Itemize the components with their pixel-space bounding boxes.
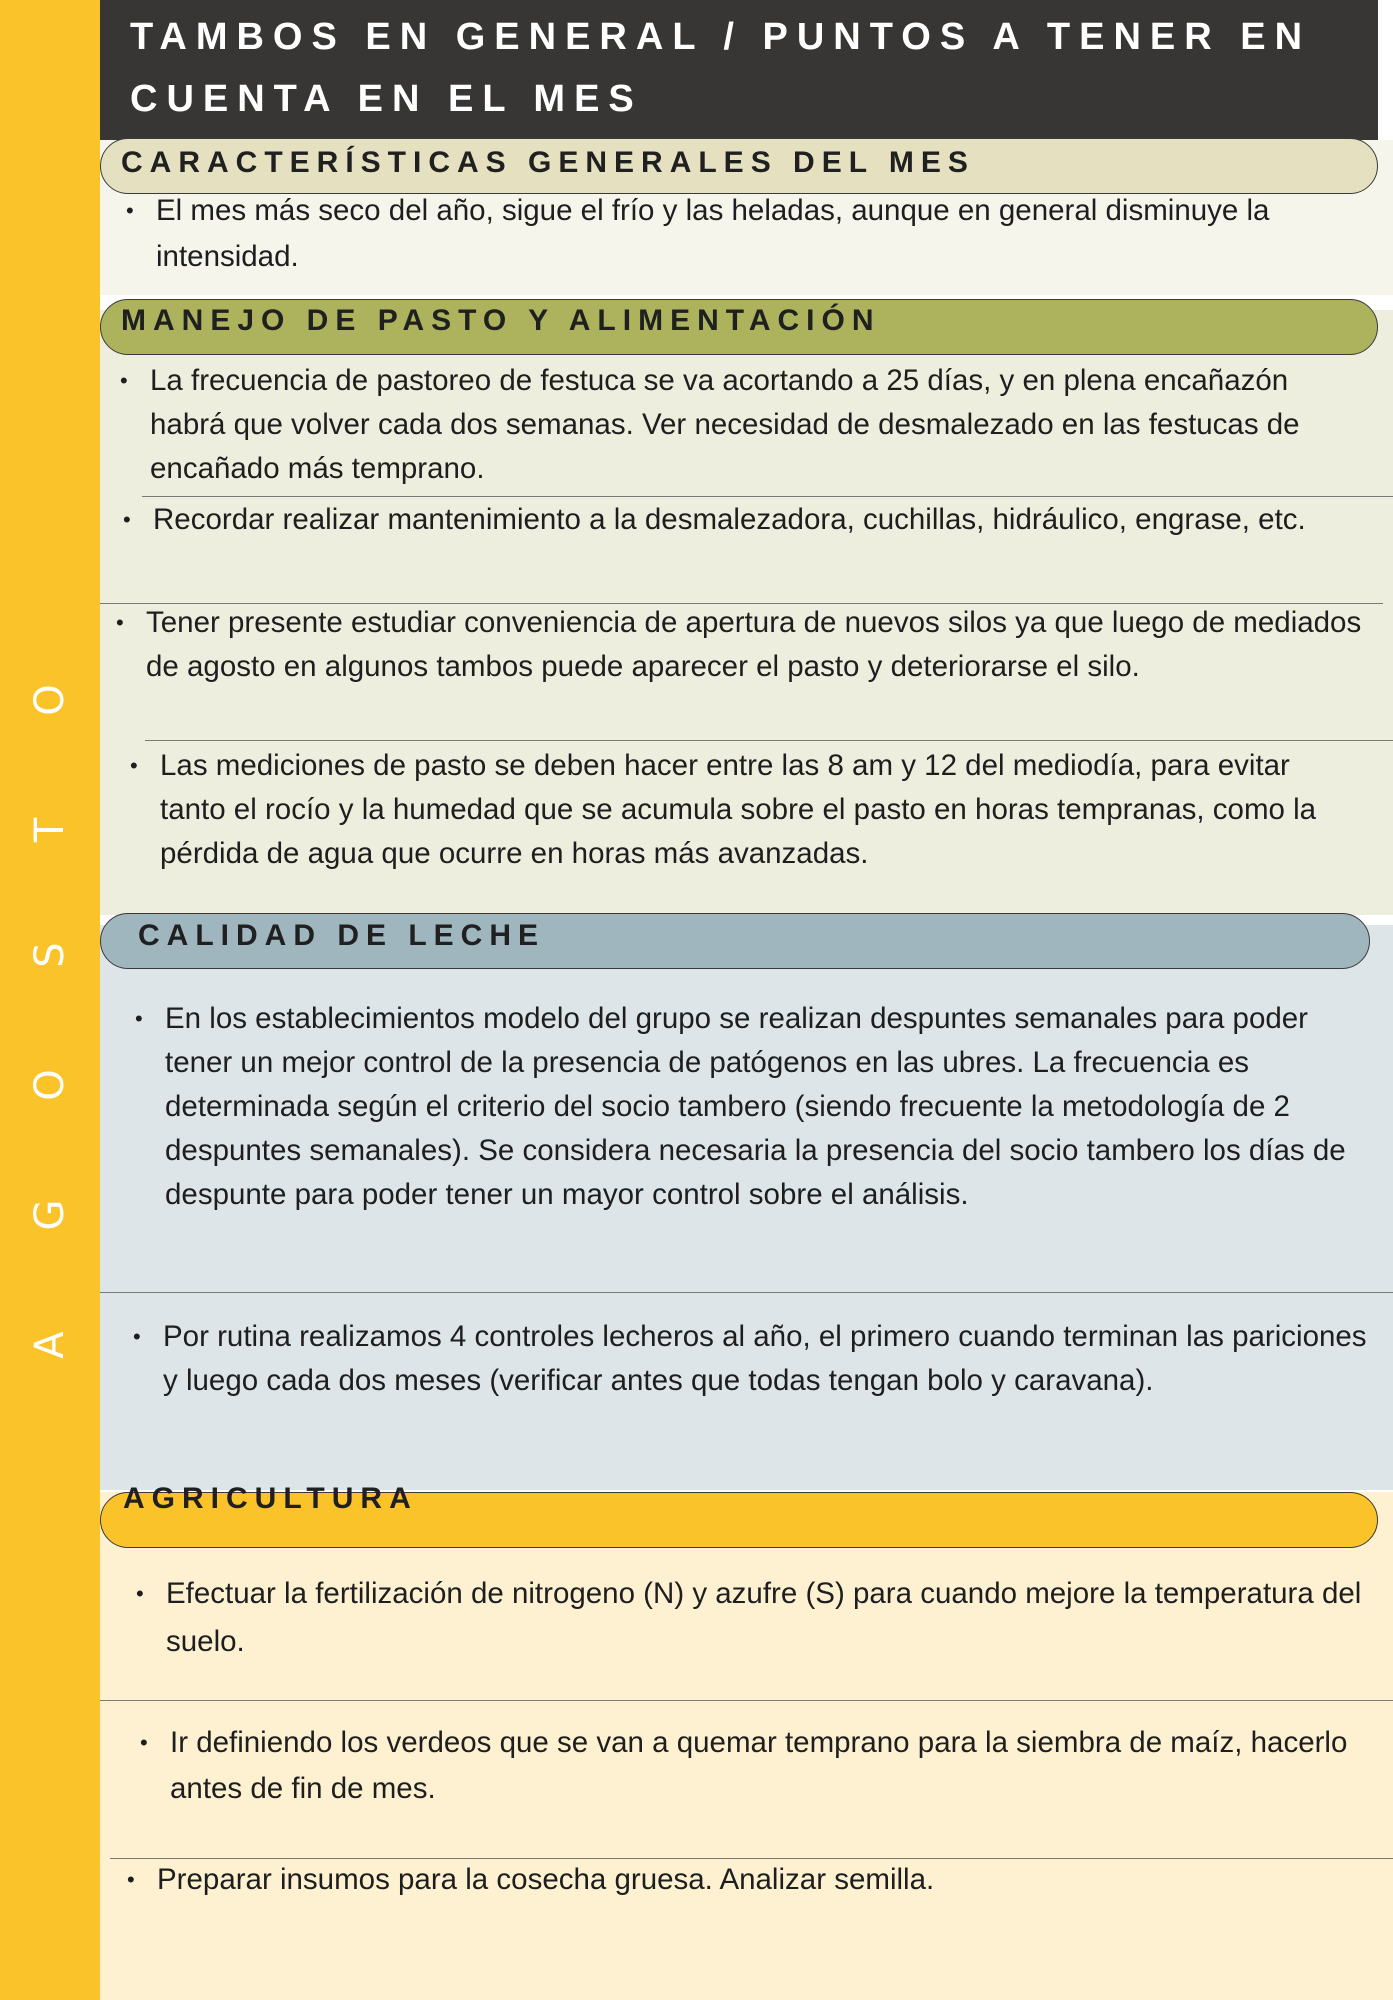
leche-item-2 xyxy=(133,1315,1368,1403)
divider xyxy=(145,740,1393,741)
leche-section-title: CALIDAD DE LECHE xyxy=(138,919,546,952)
divider xyxy=(100,1700,1393,1701)
bullet-icon: • xyxy=(133,1324,141,1349)
bullet-icon: • xyxy=(127,1867,135,1892)
agricultura-item-1 xyxy=(136,1570,1366,1666)
bullet-icon: • xyxy=(116,610,124,635)
agricultura-section-header xyxy=(100,1482,1378,1548)
pasto-item-2-text: Recordar realizar mantenimiento a la desmalezadora, cuchillas, hidráulico, engrase, etc. xyxy=(153,503,1306,536)
agricultura-item-1-text: Efectuar la fertilización de nitrogeno (N) y azufre (S) para cuando mejore la temperatura del suelo. xyxy=(166,1577,1362,1658)
bullet-icon: • xyxy=(130,753,138,778)
month-sidebar xyxy=(0,0,100,2000)
divider xyxy=(100,1292,1393,1293)
agricultura-item-2 xyxy=(140,1720,1370,1812)
page-header xyxy=(100,0,1378,140)
agricultura-item-3-text: Preparar insumos para la cosecha gruesa. Analizar semilla. xyxy=(157,1863,935,1896)
agricultura-item-2-text: Ir definiendo los verdeos que se van a quemar temprano para la siembra de maíz, hacerlo antes de fin de mes. xyxy=(170,1726,1348,1805)
bullet-icon: • xyxy=(123,507,131,532)
pasto-section-title: MANEJO DE PASTO Y ALIMENTACIÓN xyxy=(121,304,881,337)
page-title: TAMBOS EN GENERAL / PUNTOS A TENER EN CUENTA EN EL MES xyxy=(130,16,1312,120)
month-letter-6: O xyxy=(27,684,73,716)
pasto-item-4 xyxy=(130,744,1340,876)
leche-item-1-text: En los establecimientos modelo del grupo se realizan despuntes semanales para poder tener un mejor control de la presencia de patógenos en las ubres. La frecuencia es determinada según el criterio del socio tambero (siendo frecuente la metodología de 2 despuntes semanales). Se considera necesaria la presencia del socio tambero los días de despunte para poder tener un mayor control sobre el análisis. xyxy=(165,1002,1346,1211)
month-letter-2: G xyxy=(27,1199,73,1231)
general-item-1 xyxy=(126,188,1276,280)
pasto-section-header xyxy=(100,299,1378,355)
pasto-item-1-text: La frecuencia de pastoreo de festuca se va acortando a 25 días, y en plena encañazón habrá que volver cada dos semanas. Ver necesidad de desmalezado en las festucas de encañado más temprano. xyxy=(150,364,1300,485)
agricultura-item-3 xyxy=(127,1858,1357,1902)
bullet-icon: • xyxy=(120,368,128,393)
general-section-title: CARACTERÍSTICAS GENERALES DEL MES xyxy=(121,146,975,179)
leche-item-1 xyxy=(135,997,1370,1217)
pasto-item-2 xyxy=(123,495,1388,545)
month-letter-1: A xyxy=(27,1331,73,1359)
pasto-item-4-text: Las mediciones de pasto se deben hacer entre las 8 am y 12 del mediodía, para evitar tanto el rocío y la humedad que se acumula sobre el pasto en horas tempranas, como la pérdida de agua que ocurre en horas más avanzadas. xyxy=(160,749,1317,870)
agricultura-section-title: AGRICULTURA xyxy=(123,1482,418,1515)
pasto-item-3-text: Tener presente estudiar conveniencia de apertura de nuevos silos ya que luego de mediados de agosto en algunos tambos puede aparecer el pasto y deteriorarse el silo. xyxy=(146,606,1362,683)
month-letter-3: O xyxy=(27,1069,73,1101)
pasto-item-3 xyxy=(116,601,1371,689)
month-letter-5: T xyxy=(27,817,73,843)
bullet-icon: • xyxy=(140,1730,148,1755)
pasto-item-1 xyxy=(120,359,1365,491)
leche-item-2-text: Por rutina realizamos 4 controles lecheros al año, el primero cuando terminan las pariciones y luego cada dos meses (verificar antes que todas tengan bolo y caravana). xyxy=(163,1320,1367,1397)
general-section-header xyxy=(100,138,1378,194)
leche-section-header xyxy=(100,913,1370,969)
general-item-1-text: El mes más seco del año, sigue el frío y las heladas, aunque en general disminuye la intensidad. xyxy=(156,194,1270,273)
bullet-icon: • xyxy=(136,1581,144,1606)
bullet-icon: • xyxy=(135,1006,143,1031)
month-letter-4: S xyxy=(27,942,73,968)
bullet-icon: • xyxy=(126,198,134,223)
